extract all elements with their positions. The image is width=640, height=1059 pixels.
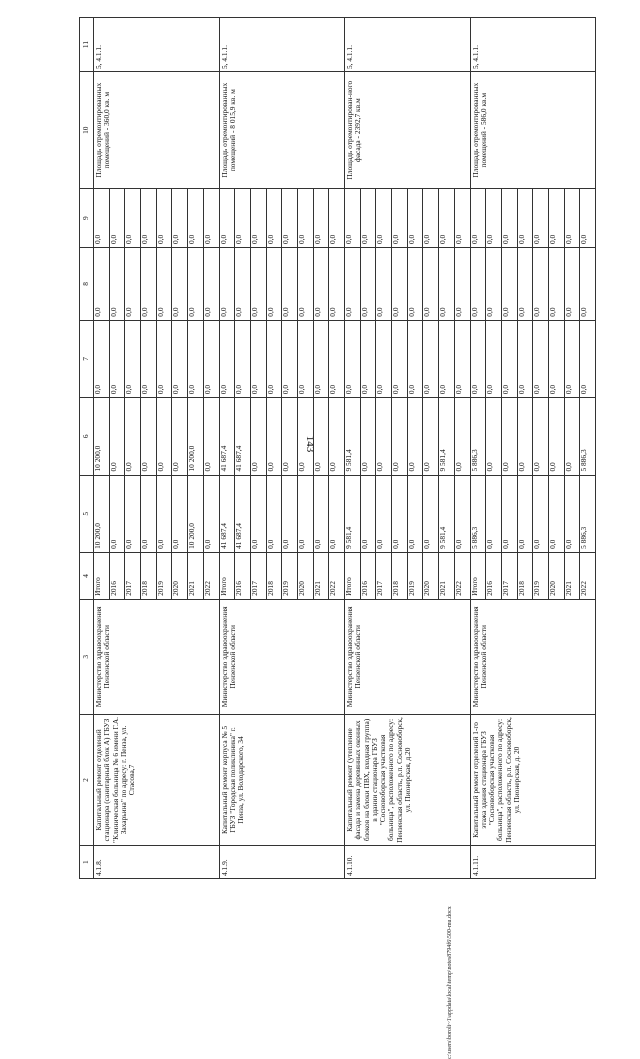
value-local: 0,0 <box>219 247 235 320</box>
measure-executor: Министерство здравоохранения Пензенской области <box>470 599 596 714</box>
value-total: 0,0 <box>313 475 329 552</box>
table-row <box>470 18 486 879</box>
value-local: 0,0 <box>392 247 408 320</box>
value-regional: 0,0 <box>250 398 266 475</box>
value-federal: 0,0 <box>219 320 235 397</box>
column-number: 8 <box>80 247 94 320</box>
year-cell: Итого <box>219 552 235 599</box>
value-federal: 0,0 <box>313 320 329 397</box>
value-total: 0,0 <box>250 475 266 552</box>
value-other: 0,0 <box>219 189 235 248</box>
year-cell: 2019 <box>156 552 172 599</box>
value-total: 0,0 <box>109 475 125 552</box>
year-cell: 2021 <box>188 552 204 599</box>
column-number: 2 <box>80 714 94 845</box>
value-other: 0,0 <box>250 189 266 248</box>
table-row <box>94 18 110 879</box>
measure-number: 4.1.9. <box>219 846 345 879</box>
value-federal: 0,0 <box>501 320 517 397</box>
value-total: 0,0 <box>454 475 470 552</box>
value-total: 0,0 <box>329 475 345 552</box>
value-regional: 0,0 <box>109 398 125 475</box>
value-regional: 0,0 <box>266 398 282 475</box>
value-local: 0,0 <box>297 247 313 320</box>
table-row <box>219 18 235 879</box>
value-total: 5 886,3 <box>470 475 486 552</box>
value-other: 0,0 <box>125 189 141 248</box>
value-local: 0,0 <box>250 247 266 320</box>
year-cell: Итого <box>345 552 361 599</box>
year-cell: 2017 <box>250 552 266 599</box>
value-regional: 0,0 <box>454 398 470 475</box>
value-federal: 0,0 <box>329 320 345 397</box>
value-total: 9 581,4 <box>439 475 455 552</box>
value-federal: 0,0 <box>188 320 204 397</box>
value-total: 0,0 <box>297 475 313 552</box>
value-local: 0,0 <box>156 247 172 320</box>
year-cell: 2017 <box>125 552 141 599</box>
value-total: 0,0 <box>172 475 188 552</box>
table-row <box>345 18 361 879</box>
value-other: 0,0 <box>580 189 596 248</box>
value-federal: 0,0 <box>517 320 533 397</box>
value-regional: 0,0 <box>282 398 298 475</box>
value-federal: 0,0 <box>454 320 470 397</box>
value-local: 0,0 <box>329 247 345 320</box>
year-cell: 2017 <box>376 552 392 599</box>
value-regional: 0,0 <box>533 398 549 475</box>
column-number-row <box>80 18 94 879</box>
year-cell: 2021 <box>313 552 329 599</box>
value-regional: 41 687,4 <box>235 398 251 475</box>
value-local: 0,0 <box>282 247 298 320</box>
value-total: 0,0 <box>266 475 282 552</box>
year-cell: 2022 <box>329 552 345 599</box>
value-total: 10 200,0 <box>94 475 110 552</box>
value-local: 0,0 <box>407 247 423 320</box>
measure-executor: Министерство здравоохранения Пензенской области <box>345 599 471 714</box>
value-local: 0,0 <box>266 247 282 320</box>
value-regional: 0,0 <box>360 398 376 475</box>
column-number: 9 <box>80 189 94 248</box>
value-local: 0,0 <box>345 247 361 320</box>
value-local: 0,0 <box>172 247 188 320</box>
value-total: 0,0 <box>141 475 157 552</box>
measure-name: Капитальный ремонт отделений 1-го этажа здания стационара ГБУЗ "Сосновоборская участковая больница", расположенного по адресу: Пензенская область, р.п. Сосновоборск, ул. Пионерская, д. 20 <box>470 714 596 845</box>
value-other: 0,0 <box>266 189 282 248</box>
value-regional: 0,0 <box>329 398 345 475</box>
value-total: 9 581,4 <box>345 475 361 552</box>
table-body <box>80 18 596 879</box>
measure-indicator: Площадь отремонтированных помещений - 586,0 кв.м <box>470 72 596 189</box>
value-regional: 9 581,4 <box>439 398 455 475</box>
value-other: 0,0 <box>282 189 298 248</box>
year-cell: 2020 <box>297 552 313 599</box>
value-regional: 0,0 <box>548 398 564 475</box>
value-regional: 0,0 <box>407 398 423 475</box>
value-other: 0,0 <box>423 189 439 248</box>
value-other: 0,0 <box>407 189 423 248</box>
value-other: 0,0 <box>439 189 455 248</box>
measure-indicator: Площадь отремонтированных помещений - 360,0 кв. м <box>94 72 220 189</box>
value-total: 0,0 <box>360 475 376 552</box>
value-federal: 0,0 <box>266 320 282 397</box>
value-local: 0,0 <box>439 247 455 320</box>
measure-reference: 5, 4.1.1. <box>219 18 345 72</box>
measure-reference: 5, 4.1.1. <box>345 18 471 72</box>
measure-indicator: Площадь отремонтированных помещений - 8 015,9 кв. м <box>219 72 345 189</box>
value-other: 0,0 <box>564 189 580 248</box>
column-number: 6 <box>80 398 94 475</box>
value-total: 0,0 <box>156 475 172 552</box>
value-other: 0,0 <box>297 189 313 248</box>
value-regional: 0,0 <box>486 398 502 475</box>
value-total: 0,0 <box>203 475 219 552</box>
value-federal: 0,0 <box>439 320 455 397</box>
measure-number: 4.1.10. <box>345 846 471 879</box>
value-federal: 0,0 <box>203 320 219 397</box>
year-cell: 2020 <box>548 552 564 599</box>
value-local: 0,0 <box>188 247 204 320</box>
measure-number: 4.1.8. <box>94 846 220 879</box>
value-local: 0,0 <box>376 247 392 320</box>
value-total: 5 886,3 <box>580 475 596 552</box>
value-federal: 0,0 <box>423 320 439 397</box>
value-regional: 0,0 <box>376 398 392 475</box>
value-total: 0,0 <box>517 475 533 552</box>
value-regional: 0,0 <box>172 398 188 475</box>
value-local: 0,0 <box>517 247 533 320</box>
footer-file-path: c:\users\boroli~1\appdata\local\temp\notes8794f6\500-mu.docx <box>447 906 453 1059</box>
value-federal: 0,0 <box>94 320 110 397</box>
value-federal: 0,0 <box>282 320 298 397</box>
value-other: 0,0 <box>329 189 345 248</box>
measure-number: 4.1.11. <box>470 846 596 879</box>
value-federal: 0,0 <box>235 320 251 397</box>
value-local: 0,0 <box>548 247 564 320</box>
value-other: 0,0 <box>313 189 329 248</box>
measure-executor: Министерство здравоохранения Пензенской области <box>219 599 345 714</box>
year-cell: 2018 <box>266 552 282 599</box>
value-regional: 0,0 <box>423 398 439 475</box>
value-local: 0,0 <box>423 247 439 320</box>
column-number: 7 <box>80 320 94 397</box>
year-cell: 2019 <box>282 552 298 599</box>
value-other: 0,0 <box>548 189 564 248</box>
column-number: 11 <box>80 18 94 72</box>
value-federal: 0,0 <box>548 320 564 397</box>
year-cell: Итого <box>470 552 486 599</box>
measure-reference: 5, 4.1.1. <box>94 18 220 72</box>
year-cell: Итого <box>94 552 110 599</box>
value-total: 0,0 <box>548 475 564 552</box>
value-federal: 0,0 <box>392 320 408 397</box>
value-federal: 0,0 <box>345 320 361 397</box>
value-federal: 0,0 <box>470 320 486 397</box>
column-number: 4 <box>80 552 94 599</box>
value-regional: 9 581,4 <box>345 398 361 475</box>
value-federal: 0,0 <box>580 320 596 397</box>
value-total: 0,0 <box>501 475 517 552</box>
year-cell: 2016 <box>486 552 502 599</box>
year-cell: 2019 <box>407 552 423 599</box>
value-regional: 0,0 <box>297 398 313 475</box>
value-other: 0,0 <box>156 189 172 248</box>
value-total: 0,0 <box>407 475 423 552</box>
program-measures-table <box>79 17 596 879</box>
value-other: 0,0 <box>470 189 486 248</box>
value-regional: 41 687,4 <box>219 398 235 475</box>
value-federal: 0,0 <box>156 320 172 397</box>
value-federal: 0,0 <box>376 320 392 397</box>
year-cell: 2016 <box>360 552 376 599</box>
value-total: 0,0 <box>125 475 141 552</box>
value-total: 0,0 <box>282 475 298 552</box>
value-federal: 0,0 <box>564 320 580 397</box>
year-cell: 2021 <box>439 552 455 599</box>
year-cell: 2016 <box>109 552 125 599</box>
value-regional: 0,0 <box>392 398 408 475</box>
value-local: 0,0 <box>235 247 251 320</box>
value-other: 0,0 <box>345 189 361 248</box>
value-other: 0,0 <box>486 189 502 248</box>
value-total: 41 687,4 <box>235 475 251 552</box>
year-cell: 2018 <box>141 552 157 599</box>
year-cell: 2020 <box>172 552 188 599</box>
value-local: 0,0 <box>580 247 596 320</box>
value-other: 0,0 <box>188 189 204 248</box>
measure-executor: Министерство здравоохранения Пензенской области <box>94 599 220 714</box>
value-local: 0,0 <box>501 247 517 320</box>
value-local: 0,0 <box>454 247 470 320</box>
value-local: 0,0 <box>360 247 376 320</box>
value-local: 0,0 <box>203 247 219 320</box>
column-number: 10 <box>80 72 94 189</box>
year-cell: 2019 <box>533 552 549 599</box>
value-total: 0,0 <box>376 475 392 552</box>
measure-reference: 5, 4.1.1. <box>470 18 596 72</box>
measure-name: Капитальный ремонт (утепление фасада и замена деревянных оконных блоков на блоки ПВХ, входная группа) в здании стационара ГБУЗ "Сосновоборская участковая больница", расположенного по адресу: Пензенская область, р.п. Сосновоборск, ул. Пионерская, д.20 <box>345 714 471 845</box>
value-regional: 0,0 <box>564 398 580 475</box>
value-other: 0,0 <box>392 189 408 248</box>
year-cell: 2017 <box>501 552 517 599</box>
value-regional: 5 886,3 <box>580 398 596 475</box>
year-cell: 2021 <box>564 552 580 599</box>
value-regional: 0,0 <box>313 398 329 475</box>
value-local: 0,0 <box>109 247 125 320</box>
value-other: 0,0 <box>376 189 392 248</box>
value-federal: 0,0 <box>250 320 266 397</box>
value-regional: 0,0 <box>156 398 172 475</box>
measure-name: Капитальный ремонт отделений стационара (санитарный блок А) ГБУЗ "Клиническая больница № 6 имени Г.А. Захарьина" по адресу: г. Пенза, ул. Стасова,7 <box>94 714 220 845</box>
value-regional: 0,0 <box>141 398 157 475</box>
value-regional: 0,0 <box>501 398 517 475</box>
value-total: 41 687,4 <box>219 475 235 552</box>
value-local: 0,0 <box>564 247 580 320</box>
value-regional: 0,0 <box>125 398 141 475</box>
value-total: 0,0 <box>486 475 502 552</box>
value-local: 0,0 <box>533 247 549 320</box>
value-other: 0,0 <box>454 189 470 248</box>
value-other: 0,0 <box>235 189 251 248</box>
value-federal: 0,0 <box>141 320 157 397</box>
measure-name: Капитальный ремонт корпуса № 5 ГБУЗ "Городская поликлиника" г. Пенза, ул. Володарского, 34 <box>219 714 345 845</box>
value-other: 0,0 <box>109 189 125 248</box>
value-local: 0,0 <box>470 247 486 320</box>
year-cell: 2018 <box>392 552 408 599</box>
value-total: 0,0 <box>392 475 408 552</box>
value-regional: 10 200,0 <box>94 398 110 475</box>
year-cell: 2022 <box>580 552 596 599</box>
value-federal: 0,0 <box>486 320 502 397</box>
value-local: 0,0 <box>125 247 141 320</box>
value-other: 0,0 <box>141 189 157 248</box>
year-cell: 2020 <box>423 552 439 599</box>
value-regional: 0,0 <box>517 398 533 475</box>
year-cell: 2016 <box>235 552 251 599</box>
year-cell: 2018 <box>517 552 533 599</box>
year-cell: 2022 <box>203 552 219 599</box>
value-local: 0,0 <box>141 247 157 320</box>
value-other: 0,0 <box>94 189 110 248</box>
value-regional: 10 200,0 <box>188 398 204 475</box>
value-other: 0,0 <box>203 189 219 248</box>
column-number: 5 <box>80 475 94 552</box>
value-local: 0,0 <box>313 247 329 320</box>
value-federal: 0,0 <box>407 320 423 397</box>
value-federal: 0,0 <box>172 320 188 397</box>
value-local: 0,0 <box>486 247 502 320</box>
value-federal: 0,0 <box>297 320 313 397</box>
value-regional: 5 886,3 <box>470 398 486 475</box>
column-number: 3 <box>80 599 94 714</box>
value-total: 0,0 <box>423 475 439 552</box>
value-other: 0,0 <box>517 189 533 248</box>
rotated-page <box>79 17 596 879</box>
column-number: 1 <box>80 846 94 879</box>
value-federal: 0,0 <box>109 320 125 397</box>
value-other: 0,0 <box>172 189 188 248</box>
value-total: 0,0 <box>533 475 549 552</box>
year-cell: 2022 <box>454 552 470 599</box>
value-total: 0,0 <box>564 475 580 552</box>
measure-indicator: Площадь отремонтирован-ного фасада - 2392,7 кв.м <box>345 72 471 189</box>
value-federal: 0,0 <box>360 320 376 397</box>
page-number: 143 <box>304 435 316 453</box>
value-regional: 0,0 <box>203 398 219 475</box>
value-other: 0,0 <box>501 189 517 248</box>
value-total: 10 200,0 <box>188 475 204 552</box>
value-other: 0,0 <box>533 189 549 248</box>
value-federal: 0,0 <box>125 320 141 397</box>
value-local: 0,0 <box>94 247 110 320</box>
value-other: 0,0 <box>360 189 376 248</box>
value-federal: 0,0 <box>533 320 549 397</box>
